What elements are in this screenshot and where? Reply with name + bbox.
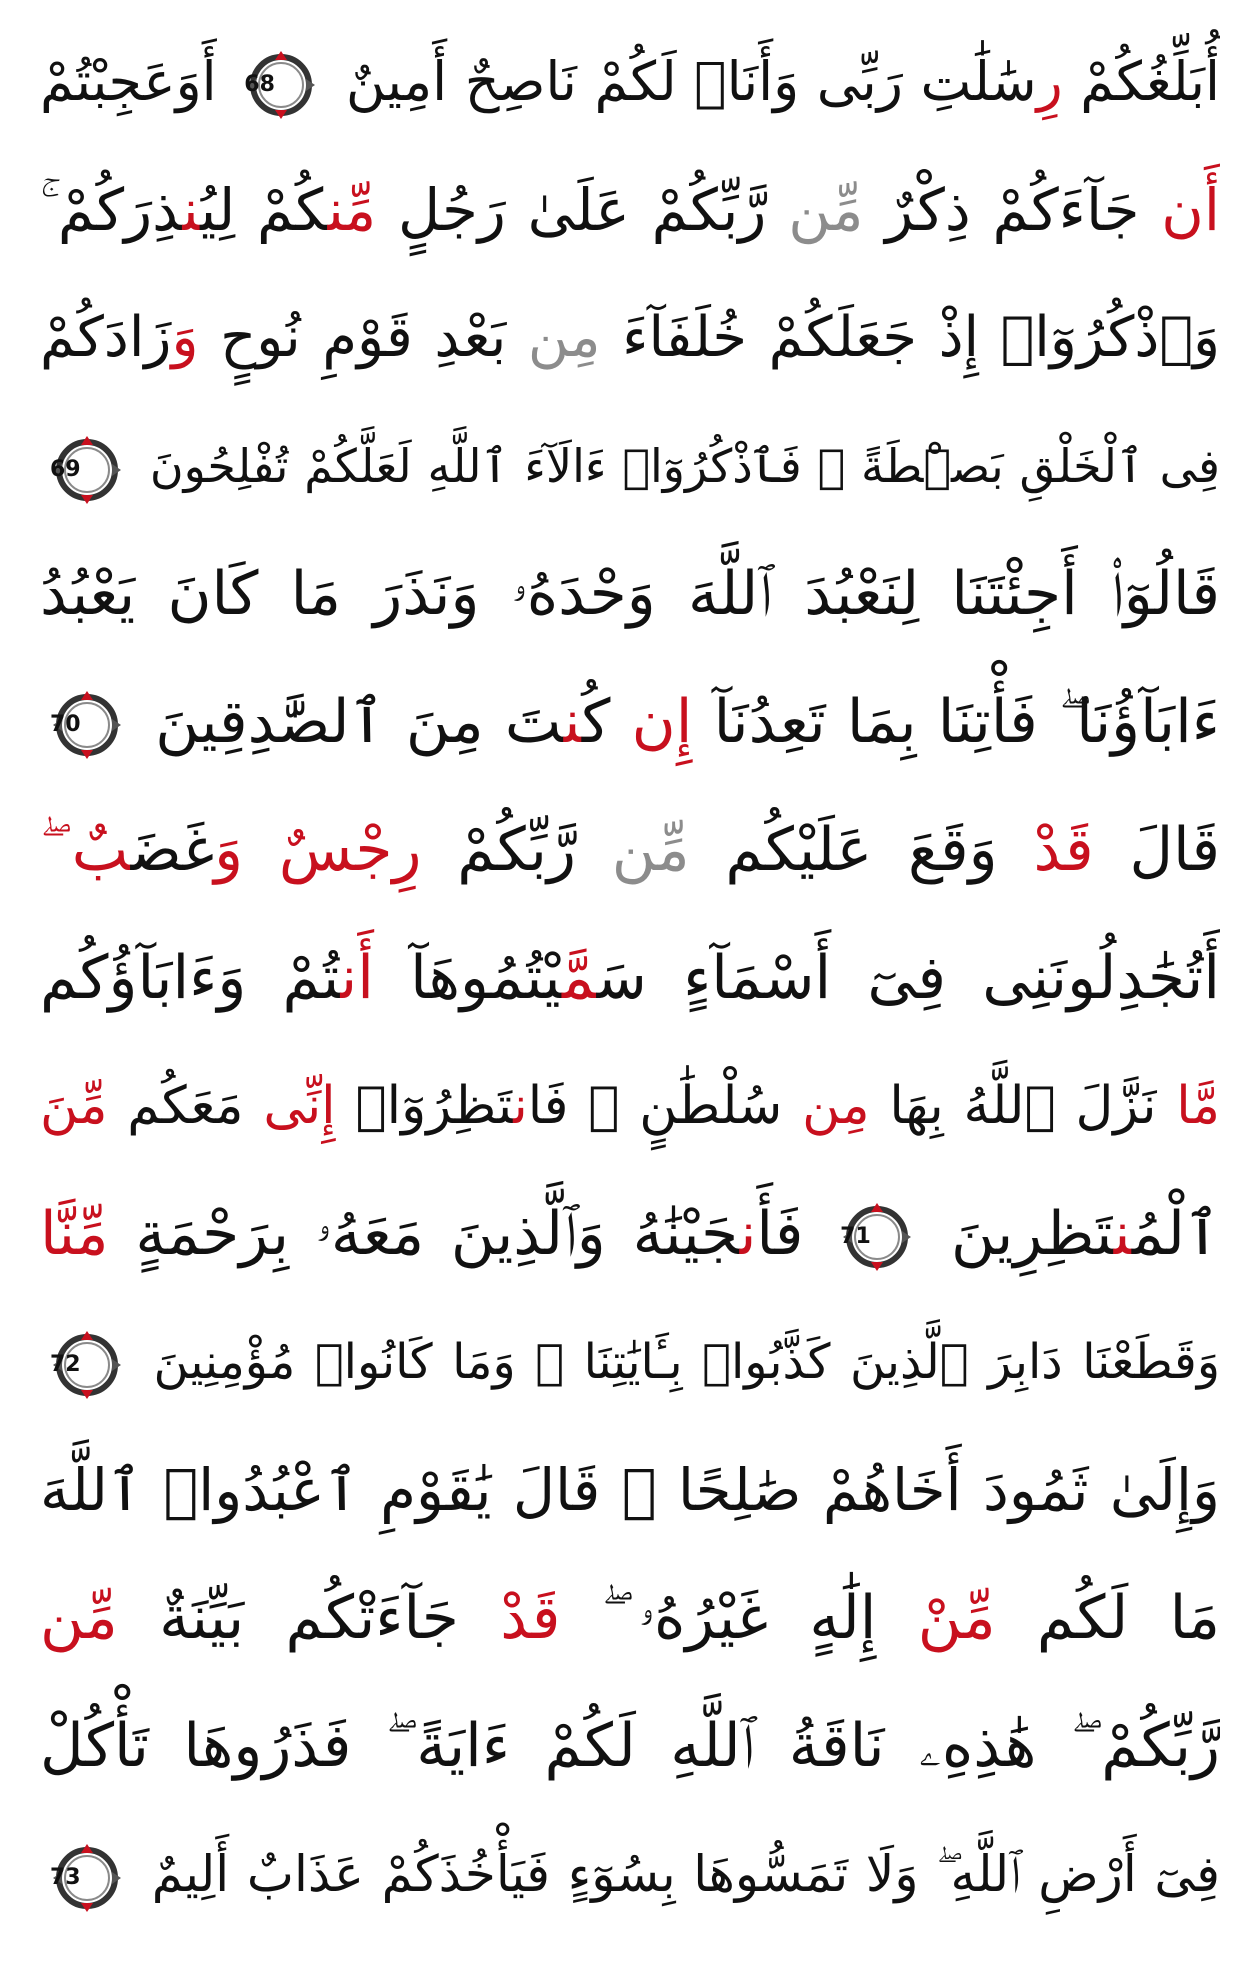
tajweed-highlight: أَن [340,943,374,1013]
ayah-number-marker [50,433,124,507]
verse-text: كُ [581,687,632,757]
tajweed-highlight: قَدْ [1033,815,1094,885]
verse-text: فِى ٱلْخَلْقِ بَصْۜطَةً ۖ فَٱذْكُرُوٓا۟ ءَالَآءَ ٱللَّهِ لَعَلَّكُمْ تُفْلِحُونَ [134,439,1220,493]
tajweed-highlight: وَ [171,305,199,370]
verse-text: جَآءَتْكُم بَيِّنَةٌ [117,1583,501,1653]
verse-text: سُلْطَٰنٍ ۚ فَا [527,1076,803,1136]
verse-text: تَظِرِينَ [924,1199,1114,1269]
ayah-number: 70 [50,712,81,738]
tajweed-highlight: ن [1113,1199,1132,1269]
verse-text: أُبَلِّغُكُمْ [1062,50,1220,113]
ayah-number: 68 [244,72,275,98]
verse-line [40,1170,1220,1298]
verse-text: رَّبِّكُمْ ۖ هَٰذِهِۦ نَاقَةُ ٱللَّهِ لَكُمْ ءَايَةً ۖ فَذَرُوهَا تَأْكُلْ [40,1711,1220,1781]
verse-text: زَادَكُمْ [40,305,172,370]
verse-line [40,1554,1220,1682]
tajweed-highlight: مِّنَّا [40,1199,109,1269]
verse-line [40,18,1220,146]
verse-text: إِلَٰهٍ غَيْرُهُۥ ۖ [560,1583,918,1653]
verse-text: ءَابَآؤُنَا ۖ فَأْتِنَا بِمَا تَعِدُنَآ [692,687,1220,757]
verse-text: تَ مِنَ ٱلصَّٰدِقِينَ [134,687,564,757]
verse-text: مَعَكُم [107,1076,264,1136]
verse-text: أَتُجَٰدِلُونَنِى فِىٓ أَسْمَآءٍ سَ [596,943,1220,1013]
tajweed-highlight: مِّن [40,1583,118,1653]
verse-line [40,1426,1220,1554]
tajweed-highlight: إِن [631,687,693,757]
verse-text: أَوَعَجِبْتُمْ [40,50,235,113]
ayah-number-marker [840,1200,914,1274]
verse-text: تُمْ وَءَابَآؤُكُم [40,943,341,1013]
tajweed-highlight: إِنِّى [263,1076,336,1136]
ayah-number: 69 [50,456,81,482]
verse-text: بَعْدِ قَوْمِ نُوحٍ [198,305,528,370]
tajweed-silent: مِّن [788,176,864,244]
tajweed-highlight: مَّ [561,943,597,1013]
verse-line [40,1298,1220,1426]
verse-line [40,658,1220,786]
ayah-number: 71 [840,1224,871,1250]
verse-line [40,1042,1220,1170]
verse-text: نَزَّلَ ٱللَّهُ بِهَا [869,1076,1177,1136]
ayah-number: 72 [50,1352,81,1377]
tajweed-silent: مِّن [611,815,690,885]
verse-text: غَضَ [130,815,215,885]
verse-line [40,1810,1220,1938]
tajweed-highlight: قَدْ [500,1583,561,1653]
tajweed-highlight: مَّا [1176,1076,1220,1136]
verse-text: وَقَطَعْنَا دَابِرَ ٱلَّذِينَ كَذَّبُوا۟ بِـَٔايَٰتِنَا ۖ وَمَا كَانُوا۟ مُؤْمِنِينَ [134,1334,1220,1390]
tajweed-highlight: ن [513,1076,528,1136]
verse-text: رَّبِّكُمْ عَلَىٰ رَجُلٍ [376,176,789,244]
verse-text: ٱلْمُ [1131,1199,1220,1269]
tajweed-highlight: وَ [214,815,244,885]
tajweed-highlight: مِن [802,1076,870,1136]
verse-line [40,914,1220,1042]
verse-text: يْتُمُوهَآ [373,943,562,1013]
verse-text: فَأَ [756,1199,831,1269]
tajweed-highlight: رِ [1036,50,1063,113]
verse-line [40,146,1220,274]
verse-text: فِىٓ أَرْضِ ٱللَّهِ ۖ وَلَا تَمَسُّوهَا بِسُوٓءٍ فَيَأْخُذَكُمْ عَذَابٌ أَلِيمٌ [134,1845,1220,1903]
ayah-number-marker [50,1841,124,1915]
verse-text: ذِرَكُمْ ۚ [40,176,183,244]
verse-text: قَالَ [1093,815,1220,885]
verse-text: وَإِلَىٰ ثَمُودَ أَخَاهُمْ صَٰلِحًا ۗ قَالَ يَٰقَوْمِ ٱعْبُدُوا۟ ٱللَّهَ [40,1456,1220,1524]
verse-text: وَقَعَ عَلَيْكُم [689,815,1034,885]
verse-text: وَٱذْكُرُوٓا۟ إِذْ جَعَلَكُمْ خُلَفَآءَ [600,305,1220,370]
tajweed-highlight: رِجْسٌ [278,815,422,885]
verse-text: جَيْنَٰهُ وَٱلَّذِينَ مَعَهُۥ بِرَحْمَةٍ [108,1199,740,1269]
tajweed-highlight: مِّن [327,176,377,244]
verse-text: جَآءَكُمْ ذِكْرٌ [863,176,1162,244]
verse-text: مَا لَكُم [995,1583,1220,1653]
tajweed-highlight: بٌ ۖ [40,815,131,885]
verse-text: تَظِرُوٓا۟ [335,1076,514,1136]
verse-text [243,815,279,885]
tajweed-highlight: أَن [1161,176,1220,244]
ayah-number-marker [244,48,318,122]
tajweed-highlight: ن [563,687,582,757]
ayah-number: 73 [50,1864,81,1890]
tajweed-highlight: مِّنْ [917,1583,996,1653]
tajweed-highlight: مِّنَ [40,1076,108,1136]
verse-text: كُمْ لِيُ [200,176,328,244]
verse-line [40,274,1220,402]
verse-text: رَّبِّكُمْ [421,815,612,885]
verse-line [40,530,1220,658]
verse-text: سَٰلَٰتِ رَبِّى وَأَنَا۠ لَكُمْ نَاصِحٌ أَمِينٌ [328,50,1037,113]
tajweed-highlight: ن [182,176,201,244]
verse-line [40,786,1220,914]
verse-line [40,402,1220,530]
ayah-number-marker [50,1328,124,1402]
verse-text: قَالُوٓا۟ أَجِئْتَنَا لِنَعْبُدَ ٱللَّهَ وَحْدَهُۥ وَنَذَرَ مَا كَانَ يَعْبُدُ [40,559,1220,629]
tajweed-silent: مِن [527,305,601,370]
tajweed-highlight: ن [739,1199,757,1269]
ayah-number-marker [50,688,124,762]
verse-line [40,1682,1220,1810]
